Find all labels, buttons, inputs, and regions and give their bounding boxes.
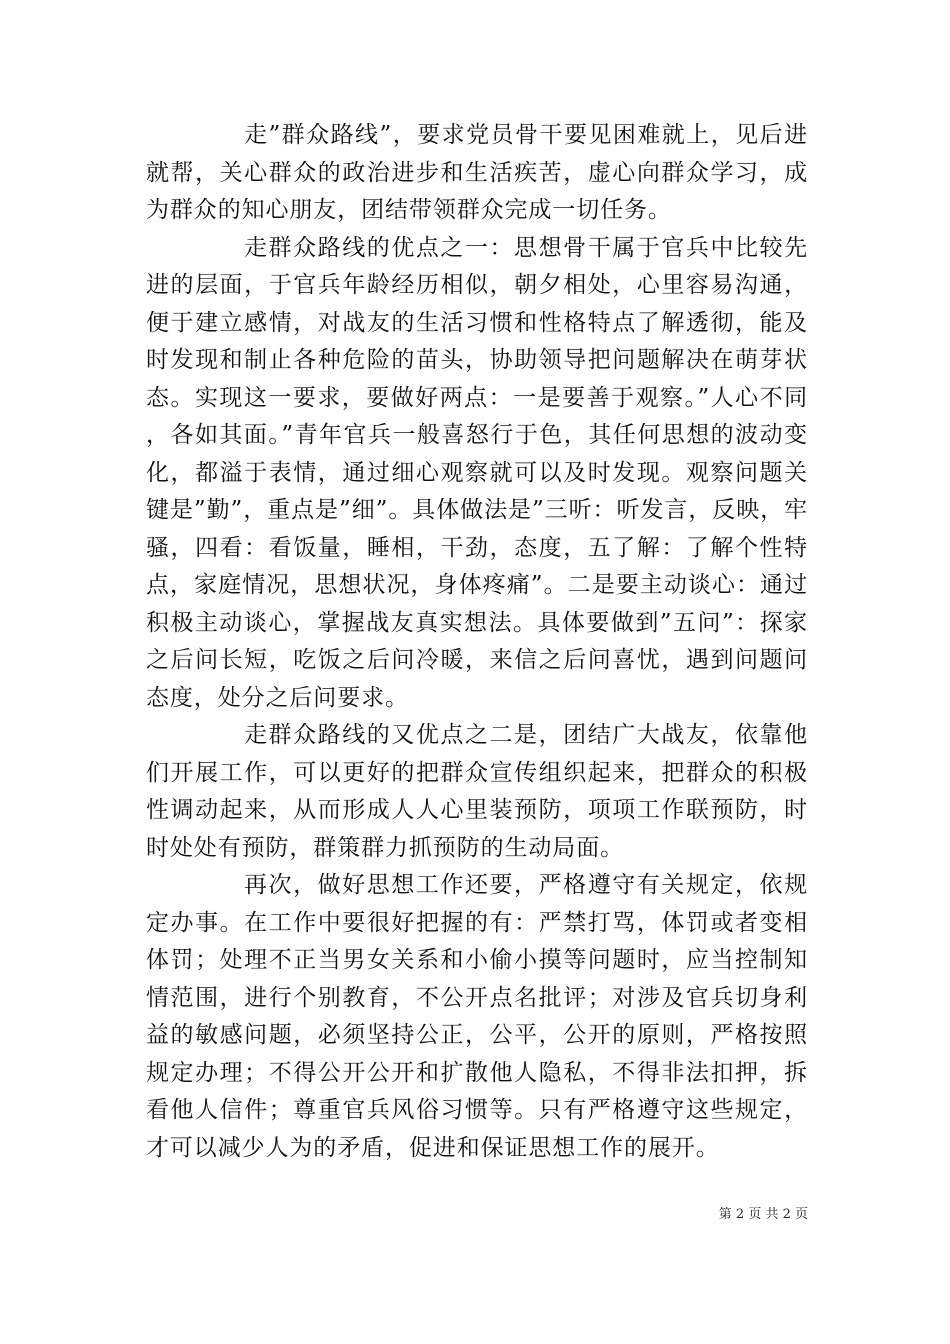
- document-body: [146, 117, 808, 1167]
- page-number-footer: 第 2 页 共 2 页: [718, 1207, 808, 1222]
- paragraph-2: 走群众路线的优点之一：思想骨干属于官兵中比较先进的层面，于官兵年龄经历相似，朝夕相处，心里容易沟通，便于建立感情，对战友的生活习惯和性格特点了解透彻，能及时发现和制止各种危险的苗头，协助领导把问题解决在萌芽状态。实现这一要求，要做好两点：一是要善于观察。”人心不同，各如其面。”青年官兵一般喜怒行于色，其任何思想的波动变化，都溢于表情，通过细心观察就可以及时发现。观察问题关键是”勤”，重点是”细”。具体做法是”三听：听发言，反映，牢骚，四看：看饭量，睡相，干劲，态度，五了解：了解个性特点，家庭情况，思想状况，身体疼痛”。二是要主动谈心：通过积极主动谈心，掌握战友真实想法。具体要做到”五问”：探家之后问长短，吃饭之后问冷暖，来信之后问喜忧，遇到问题问态度，处分之后问要求。: [146, 234, 808, 711]
- paragraph-3: 走群众路线的又优点之二是，团结广大战友，依靠他们开展工作，可以更好的把群众宣传组织起来，把群众的积极性调动起来，从而形成人人心里装预防，项项工作联预防，时时处处有预防，群策群力抓预防的生动局面。: [146, 722, 808, 861]
- paragraph-1: 走”群众路线”，要求党员骨干要见困难就上，见后进就帮，关心群众的政治进步和生活疾苦，虚心向群众学习，成为群众的知心朋友，团结带领群众完成一切任务。: [146, 122, 808, 223]
- paragraph-4: 再次，做好思想工作还要，严格遵守有关规定，依规定办事。在工作中要很好把握的有：严禁打骂，体罚或者变相体罚；处理不正当男女关系和小偷小摸等问题时，应当控制知情范围，进行个别教育，不公开点名批评；对涉及官兵切身利益的敏感问题，必须坚持公正，公平，公开的原则，严格按照规定办理；不得公开公开和扩散他人隐私，不得非法扣押，拆看他人信件；尊重官兵风俗习惯等。只有严格遵守这些规定，才可以减少人为的矛盾，促进和保证思想工作的展开。: [146, 872, 808, 1161]
